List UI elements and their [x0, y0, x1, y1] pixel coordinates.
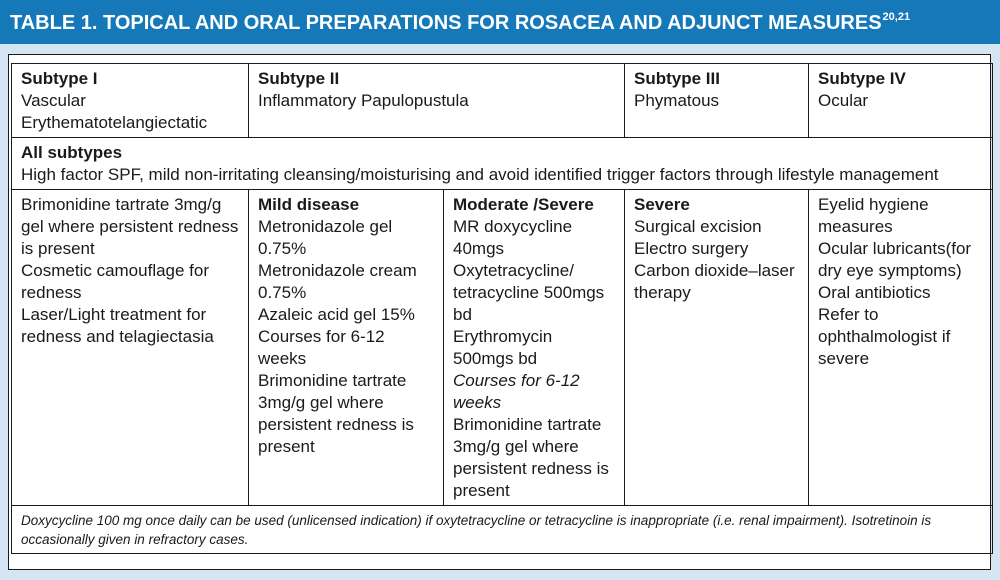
list-item: Oral antibiotics	[818, 283, 931, 302]
subtype-2-heading: Subtype II	[258, 69, 340, 88]
footnote-row	[12, 506, 993, 554]
subtype-1-cell	[12, 64, 249, 138]
footnote: Doxycycline 100 mg once daily can be used (unlicensed indication) if oxytetracycline or tetracycline is inappropriate (i.e. renal impairment). Isotretinoin is occasionally given in refractory cases.	[12, 506, 993, 554]
subtype-4-name: Ocular	[818, 91, 869, 110]
list-item: Ocular lubricants(for dry eye symptoms)	[818, 239, 972, 280]
list-item: Azaleic acid gel 15%	[258, 305, 415, 324]
list-item: Laser/Light treatment for redness and telagiectasia	[21, 305, 214, 346]
severe-cell	[625, 190, 809, 506]
list-item: Courses for 6-12 weeks	[258, 327, 385, 368]
subtype-header-row	[12, 64, 993, 138]
list-item: Surgical excision	[634, 217, 762, 236]
list-item: Metronidazole gel 0.75%	[258, 217, 393, 258]
vascular-treatment-cell	[12, 190, 249, 506]
subtype-4-heading: Subtype IV	[818, 69, 906, 88]
subtype-4-cell	[809, 64, 993, 138]
table-title-bar	[0, 0, 1000, 44]
list-item: Erythromycin 500mgs bd	[453, 327, 553, 368]
treatment-row	[12, 190, 993, 506]
table-title-text: TABLE 1. TOPICAL AND ORAL PREPARATIONS FOR ROSACEA AND ADJUNCT MEASURES	[10, 12, 882, 34]
title-reference: 20,21	[882, 11, 911, 23]
mild-disease-heading: Mild disease	[258, 195, 360, 214]
subtype-1-heading: Subtype I	[21, 69, 98, 88]
table-panel	[8, 54, 991, 570]
moderate-severe-heading: Moderate /Severe	[453, 195, 594, 214]
list-item: Carbon dioxide–laser therapy	[634, 261, 795, 302]
subtype-3-cell	[625, 64, 809, 138]
subtype-2-name: Inflammatory Papulopustula	[258, 91, 469, 110]
list-item: Metronidazole cream 0.75%	[258, 261, 417, 302]
list-item: Cosmetic camouflage for redness	[21, 261, 210, 302]
all-subtypes-heading: All subtypes	[21, 143, 123, 162]
list-item: Brimonidine tartrate 3mg/g gel where persistent redness is present	[258, 371, 414, 456]
mild-disease-cell	[249, 190, 444, 506]
severe-heading: Severe	[634, 195, 690, 214]
rosacea-table	[11, 63, 993, 554]
courses-note: Courses for 6-12 weeks	[453, 371, 580, 412]
list-item: Refer to ophthalmologist if severe	[818, 305, 951, 368]
list-item: Brimonidine tartrate 3mg/g gel where persistent redness is present	[453, 415, 609, 500]
all-subtypes-row	[12, 138, 993, 190]
all-subtypes-cell	[12, 138, 993, 190]
subtype-2-cell	[249, 64, 625, 138]
list-item: Oxytetracycline/ tetracycline 500mgs bd	[453, 261, 605, 324]
subtype-3-heading: Subtype III	[634, 69, 720, 88]
moderate-severe-cell	[444, 190, 625, 506]
all-subtypes-text: High factor SPF, mild non-irritating cleansing/moisturising and avoid identified trigger factors through lifestyle management	[21, 165, 939, 184]
list-item: Brimonidine tartrate 3mg/g gel where persistent redness is present	[21, 195, 239, 258]
list-item: Eyelid hygiene measures	[818, 195, 929, 236]
ocular-treatment-cell	[809, 190, 993, 506]
list-item: MR doxycycline 40mgs	[453, 217, 573, 258]
subtype-3-name: Phymatous	[634, 91, 720, 110]
subtype-1-name: Vascular Erythematotelangiectatic	[21, 91, 208, 132]
list-item: Electro surgery	[634, 239, 749, 258]
table-title	[10, 11, 910, 35]
